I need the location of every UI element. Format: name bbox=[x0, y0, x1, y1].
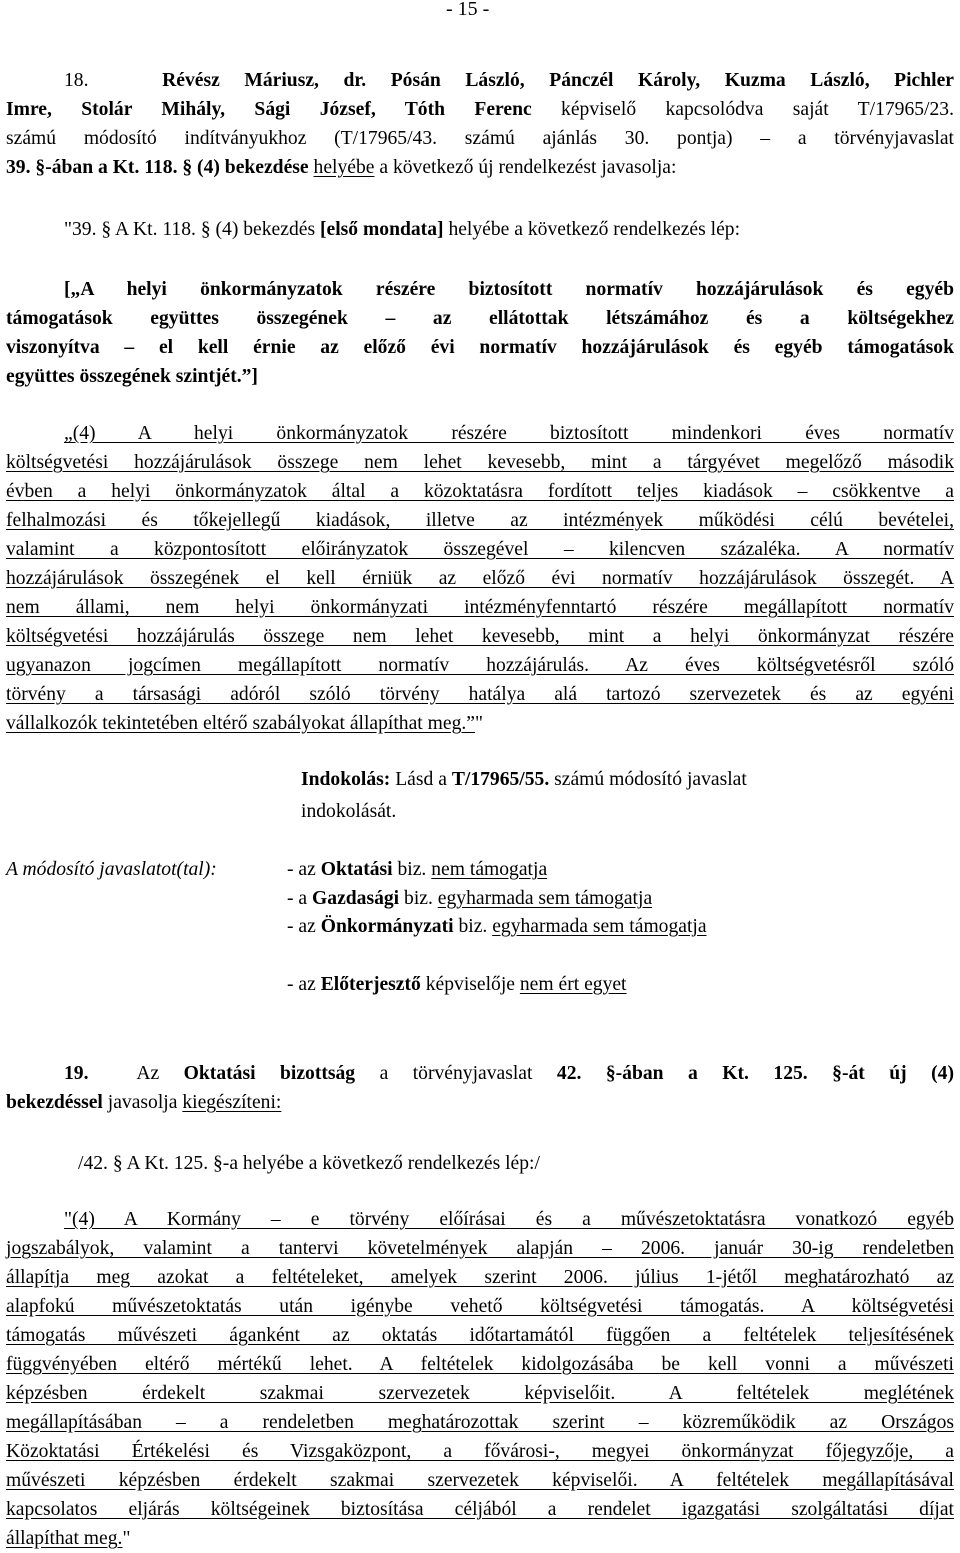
new-line: Közoktatási Értékelési és Vizsgaközpont, a fővárosi-, megyei önkormányzat főjegyzője, a bbox=[6, 1441, 954, 1462]
new-line: művészeti képzésben érdekelt szakmai szervezetek képviselői. A feltételek megállapításával bbox=[6, 1470, 954, 1491]
deleted-line: támogatások együttes összegének – az ellátottak létszámához és a költségekhez bbox=[6, 308, 954, 329]
verdict: nem támogatja bbox=[431, 859, 548, 880]
committee-opinion: - a Gazdasági biz. egyharmada sem támogatja bbox=[287, 888, 653, 909]
deleted-line: viszonyítva – el kell érnie az előző évi normatív hozzájárulások és egyéb támogatások bbox=[6, 337, 954, 358]
new-line: függvényében eltérő mértékű lehet. A feltételek kidolgozásába be kell vonni a művészeti bbox=[6, 1354, 954, 1375]
proposers-cont: Imre, Stolár Mihály, Sági József, Tóth Ferenc bbox=[6, 99, 532, 120]
supporters-label: A módosító javaslatot(tal): bbox=[6, 859, 217, 880]
committee-opinion: - az Oktatási biz. nem támogatja bbox=[287, 859, 548, 880]
deleted-line: [„A helyi önkormányzatok részére biztosított normatív hozzájárulások és egyéb bbox=[64, 279, 954, 300]
new-line: felhalmozási és tőkejellegű kiadások, illetve az intézmények működési célú bevételei, bbox=[6, 510, 954, 531]
new-line: "(4) A Kormány – e törvény előírásai és a művészetoktatásra vonatkozó egyéb bbox=[64, 1209, 954, 1230]
new-line: támogatás művészeti áganként az oktatás időtartamától függően a feltételek teljesítésének bbox=[6, 1325, 954, 1346]
bold-note: [első mondata] bbox=[319, 219, 444, 240]
new-line: ugyanazon jogcímen megállapított normatív hozzájárulás. Az éves költségvetésről szóló bbox=[6, 655, 954, 676]
new-line: kapcsolatos eljárás költségeinek biztosítása céljából a rendelet igazgatási szolgáltatási díjat bbox=[6, 1499, 954, 1520]
quote-intro: "39. § A Kt. 118. § (4) bekezdés [első mondata] helyébe a következő rendelkezés lép: bbox=[64, 219, 741, 240]
deleted-text bbox=[6, 275, 954, 391]
committee-name: Oktatási bizottság bbox=[183, 1063, 356, 1084]
heading-text: képviselő kapcsolódva saját T/17965/23. bbox=[561, 99, 954, 120]
new-line: állapíthat meg. bbox=[6, 1528, 123, 1549]
item-number: 18. bbox=[64, 70, 89, 91]
committee-name: Gazdasági bbox=[312, 888, 400, 909]
item-19-heading: 19. Az Oktatási bizottság a törvényjavaslat 42. §-ában a Kt. 125. §-át új (4) bekezdéssel javasolja kiegészíteni: bbox=[6, 1063, 954, 1113]
justification-line-2: indokolását. bbox=[301, 801, 397, 822]
committee-opinion: - az Önkormányzati biz. egyharmada sem támogatja bbox=[287, 916, 707, 937]
new-line: évben a helyi önkormányzatok által a közoktatásra fordított teljes kiadások – csökkentve a bbox=[6, 481, 954, 502]
new-line: nem állami, nem helyi önkormányzati intézményfenntartó részére megállapított normatív bbox=[6, 597, 954, 618]
heading-underlined: kiegészíteni: bbox=[182, 1092, 282, 1113]
item-18-heading bbox=[6, 66, 954, 182]
new-line: valamint a központosított előirányzatok összegével – kilencven százaléka. A normatív bbox=[6, 539, 954, 560]
item-number: 19. bbox=[64, 1063, 89, 1084]
new-line: „(4) A helyi önkormányzatok részére biztosított mindenkori éves normatív bbox=[64, 423, 954, 444]
new-line: törvény a társasági adóról szóló törvény hatálya alá tartozó szervezetek és az egyéni bbox=[6, 684, 954, 705]
proposer-name: Előterjesztő bbox=[320, 974, 421, 995]
proposers: Révész Máriusz, dr. Pósán László, Pánczél Károly, Kuzma László, Pichler bbox=[162, 70, 954, 91]
heading-text: számú módosító indítványukhoz (T/17965/43. számú ajánlás 30. pontja) – a törvényjavaslat bbox=[6, 128, 954, 149]
heading-text: a következő új rendelkezést javasolja: bbox=[379, 157, 677, 178]
new-line: állapítja meg azokat a feltételeket, amelyek szerint 2006. július 1-jétől meghatározható az bbox=[6, 1267, 954, 1288]
justification-label: Indokolás: bbox=[301, 769, 391, 790]
amended-section: 39. §-ában a Kt. 118. § (4) bekezdése bbox=[6, 157, 309, 178]
page-number: - 15 - bbox=[446, 0, 490, 20]
justification: Indokolás: Lásd a T/17965/55. számú módosító javaslat bbox=[301, 769, 747, 790]
verdict: egyharmada sem támogatja bbox=[492, 916, 707, 937]
heading-underlined: helyébe bbox=[313, 157, 375, 178]
new-line: hozzájárulások összegének el kell érniük az előző évi normatív hozzájárulások összegét. A bbox=[6, 568, 954, 589]
proposer-opinion: - az Előterjesztő képviselője nem ért egyet bbox=[287, 974, 627, 995]
new-line: képzésben érdekelt szakmai szervezetek képviselőit. A feltételek meglétének bbox=[6, 1383, 954, 1404]
justification-ref: T/17965/55. bbox=[451, 769, 550, 790]
closing-quote: " bbox=[474, 713, 483, 734]
quote-intro: /42. § A Kt. 125. §-a helyébe a következő rendelkezés lép:/ bbox=[78, 1153, 540, 1174]
deleted-line: együttes összegének szintjét.”] bbox=[6, 366, 258, 387]
amended-section: 42. §-ában a Kt. 125. §-át új (4) bbox=[556, 1063, 954, 1084]
new-line: költségvetési hozzájárulás összege nem lehet kevesebb, mint a helyi önkormányzat részére bbox=[6, 626, 954, 647]
new-line: megállapításában – a rendeletben meghatározottak szerint – közreműködik az Országos bbox=[6, 1412, 954, 1433]
new-line: alapfokú művészetoktatás után igénybe vehető költségvetési támogatás. A költségvetési bbox=[6, 1296, 954, 1317]
committee-name: Önkormányzati bbox=[320, 916, 454, 937]
new-text bbox=[6, 419, 954, 738]
committee-name: Oktatási bbox=[320, 859, 393, 880]
closing-quote: " bbox=[122, 1528, 131, 1549]
new-line: jogszabályok, valamint a tantervi követelmények alapján – 2006. január 30-ig rendeletben bbox=[6, 1238, 954, 1259]
verdict: egyharmada sem támogatja bbox=[437, 888, 653, 909]
new-line: vállalkozók tekintetében eltérő szabályokat állapíthat meg.” bbox=[6, 713, 475, 734]
verdict: nem ért egyet bbox=[519, 974, 627, 995]
new-text bbox=[6, 1205, 954, 1553]
new-line: költségvetési hozzájárulások összege nem lehet kevesebb, mint a tárgyévet megelőző második bbox=[6, 452, 954, 473]
